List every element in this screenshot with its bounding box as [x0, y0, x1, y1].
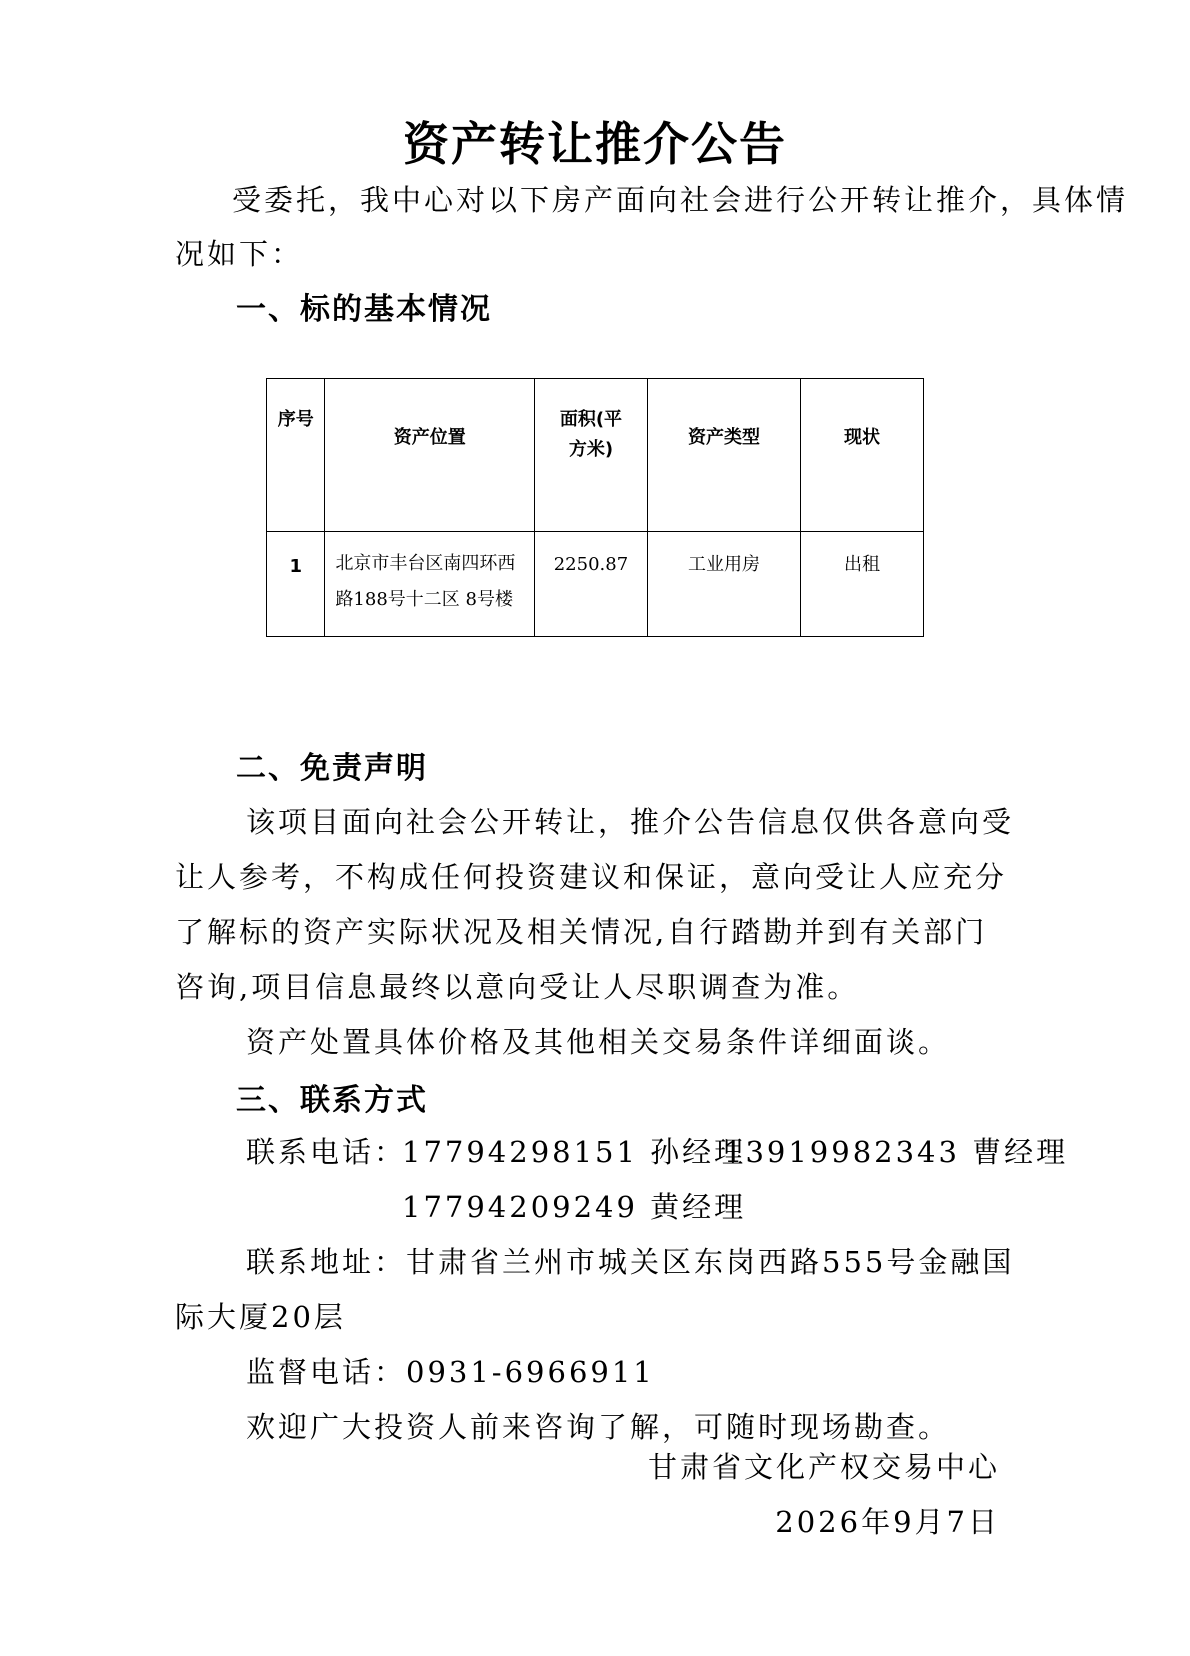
disclaimer-line-4: 咨询,项目信息最终以意向受让人尽职调查为准。	[175, 970, 860, 1004]
asset-table	[266, 378, 924, 637]
address-line-2: 际大厦20层	[175, 1300, 346, 1334]
phone-1: 17794298151 孙经理	[402, 1135, 747, 1169]
supervision-phone: 监督电话：0931-6966911	[246, 1355, 655, 1389]
section-3-heading: 三、联系方式	[236, 1083, 428, 1118]
intro-line-1: 受委托，我中心对以下房产面向社会进行公开转让推介，具体情	[232, 183, 1129, 217]
header-status: 现状	[801, 379, 924, 532]
phone-3: 17794209249 黄经理	[402, 1190, 747, 1224]
cell-location: 北京市丰台区南四环西 路188号十二区 8号楼	[325, 532, 535, 637]
header-location: 资产位置	[325, 379, 535, 532]
cell-area: 2250.87	[535, 532, 648, 637]
phone-2: 13919982343 曹经理	[724, 1135, 1069, 1169]
signature-org: 甘肃省文化产权交易中心	[647, 1450, 1000, 1484]
header-area: 面积(平 方米)	[535, 379, 648, 532]
phone-label: 联系电话：	[246, 1135, 407, 1169]
signature-date: 2026年9月7日	[775, 1505, 1000, 1539]
table-row	[267, 532, 924, 637]
page-title: 资产转让推介公告	[403, 117, 787, 171]
cell-type: 工业用房	[647, 532, 800, 637]
disclaimer-line-2: 让人参考，不构成任何投资建议和保证，意向受让人应充分	[175, 860, 1008, 894]
header-no: 序号	[267, 379, 325, 532]
header-type: 资产类型	[647, 379, 800, 532]
welcome-note: 欢迎广大投资人前来咨询了解，可随时现场勘查。	[246, 1410, 951, 1444]
cell-status: 出租	[801, 532, 924, 637]
address-line-1: 联系地址：甘肃省兰州市城关区东岗西路555号金融国	[246, 1245, 1015, 1279]
disclaimer-line-3: 了解标的资产实际状况及相关情况,自行踏勘并到有关部门	[175, 915, 988, 949]
disclaimer-line-1: 该项目面向社会公开转让，推介公告信息仅供各意向受	[246, 805, 1015, 839]
intro-line-2: 况如下：	[175, 237, 304, 271]
table-header-row	[267, 379, 924, 532]
section-2-heading: 二、免责声明	[236, 751, 428, 786]
price-note: 资产处置具体价格及其他相关交易条件详细面谈。	[246, 1025, 951, 1059]
cell-no: 1	[267, 532, 325, 637]
section-1-heading: 一、标的基本情况	[236, 292, 492, 327]
